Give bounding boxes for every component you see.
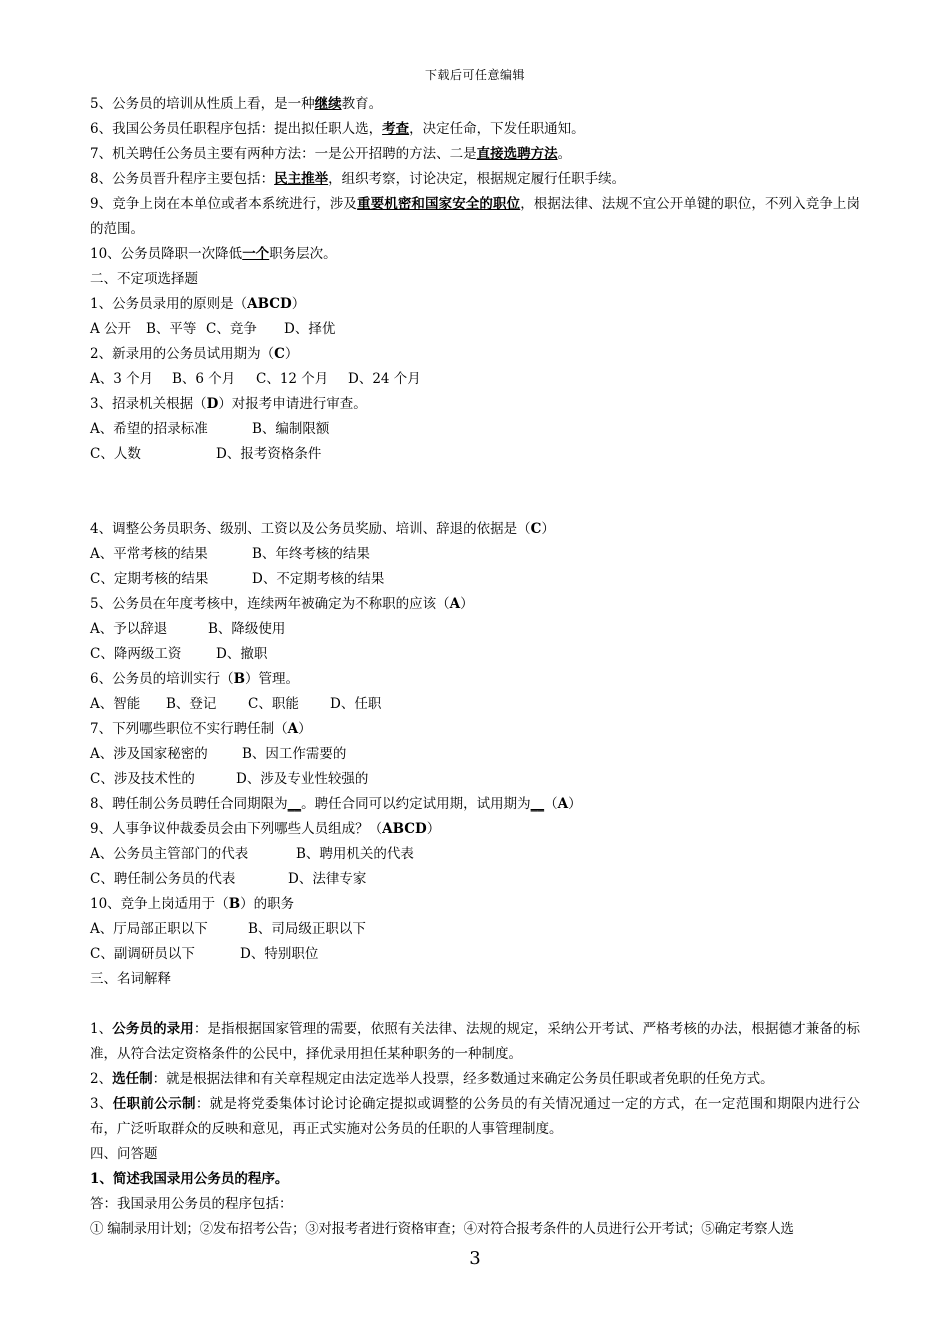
option-row — [90, 692, 860, 717]
question-text: ） — [284, 346, 299, 362]
answer-text: B — [228, 896, 241, 912]
question-text: 9、竞争上岗在本单位或者本系统进行，涉及 — [90, 196, 358, 212]
term-number: 3、 — [90, 1096, 113, 1112]
question-text: 。 — [557, 146, 572, 162]
question-text: 教育。 — [341, 96, 383, 112]
option: C、聘任制公务员的代表 — [90, 871, 236, 887]
question-text: 职务层次。 — [269, 246, 337, 262]
term: 选任制 — [112, 1071, 153, 1087]
option: A 公开 — [90, 321, 132, 337]
question-text: 10、竞争上岗适用于（ — [90, 896, 229, 912]
choice-question — [90, 792, 860, 817]
blank: __ — [287, 796, 302, 812]
definition-text: ：就是根据法律和有关章程规定由法定选举人投票，经多数通过来确定公务员任职或者免职的任免方式。 — [152, 1071, 774, 1087]
term: 公务员的录用 — [112, 1021, 194, 1037]
term-definition — [90, 1092, 860, 1142]
answer-text: A — [449, 596, 461, 612]
page-number: 3 — [469, 1248, 481, 1269]
definition-text: ：是指根据国家管理的需要，依照有关法律、法规的规定，采纳公开考试、严格考核的办法，根据德才兼备的标准，从符合法定资格条件的公民中，择优录用担任某种职务的一种制度。 — [90, 1021, 861, 1062]
choice-question — [90, 342, 860, 367]
question-text: ） — [298, 721, 312, 737]
option: D、报考资格条件 — [216, 446, 322, 462]
question-text: ，决定任命，下发任职通知。 — [409, 121, 585, 137]
option: B、司局级正职以下 — [248, 921, 366, 937]
answer-text: A — [287, 721, 299, 737]
answer-text: A — [557, 796, 569, 812]
qa-answer-line: ① 编制录用计划；②发布招考公告；③对报考者进行资格审查；④对符合报考条件的人员进行公开考试；⑤确定考察人选 — [90, 1221, 794, 1237]
term-definition — [90, 1067, 860, 1092]
question-text: ，组织考察，讨论决定，根据规定履行任职手续。 — [328, 171, 626, 187]
option: D、涉及专业性较强的 — [236, 771, 369, 787]
option: B、聘用机关的代表 — [296, 846, 414, 862]
option-row — [90, 942, 860, 967]
choice-question — [90, 717, 860, 742]
option: B、6 个月 — [172, 371, 236, 387]
answer-text: ABCD — [382, 821, 427, 837]
option: B、平等 — [146, 321, 197, 337]
question-text: 7、机关聘任公务员主要有两种方法：一是公开招聘的方法、二是 — [90, 146, 477, 162]
question-text: 2、新录用的公务员试用期为（ — [90, 346, 275, 362]
answer-text: 重要机密和国家安全的职位 — [357, 196, 521, 212]
question-text: 8、公务员晋升程序主要包括： — [90, 171, 275, 187]
question-text: 6、公务员的培训实行（ — [90, 671, 234, 687]
question-text: 5、公务员的培训从性质上看，是一种 — [90, 96, 315, 112]
option-row — [90, 842, 860, 867]
option: C、竞争 — [206, 321, 257, 337]
section-title: 二、不定项选择题 — [90, 271, 198, 287]
answer-text: D — [206, 396, 219, 412]
answer-text: C — [530, 521, 542, 537]
question-text: ）的职务 — [240, 896, 295, 912]
answer-text: 考查 — [382, 121, 410, 137]
option-row — [90, 742, 860, 767]
question-text: 5、公务员在年度考核中，连续两年被确定为不称职的应该（ — [90, 596, 450, 612]
fill-blank-item — [90, 242, 860, 267]
option: A、3 个月 — [90, 371, 154, 387]
option: C、12 个月 — [256, 371, 329, 387]
option: A、平常考核的结果 — [90, 546, 208, 562]
question-text: ） — [426, 821, 441, 837]
choice-question — [90, 292, 860, 317]
option: D、特别职位 — [240, 946, 319, 962]
question-text: ） — [460, 596, 474, 612]
option-row — [90, 642, 860, 667]
qa-answer-intro: 答：我国录用公务员的程序包括： — [90, 1196, 293, 1212]
page-header: 下载后可任意编辑 — [424, 68, 525, 82]
question-text: （ — [544, 796, 558, 812]
option: C、涉及技术性的 — [90, 771, 195, 787]
option-row — [90, 367, 860, 392]
option: A、予以辞退 — [90, 621, 168, 637]
question-text: ）管理。 — [245, 671, 300, 687]
fill-blank-item — [90, 167, 860, 192]
option: D、不定期考核的结果 — [252, 571, 385, 587]
option: B、登记 — [166, 696, 217, 712]
option: A、涉及国家秘密的 — [90, 746, 208, 762]
answer-text: 民主推举 — [274, 171, 329, 187]
question-text: 10、公务员降职一次降低 — [90, 246, 243, 262]
question-text: 。聘任合同可以约定试用期，试用期为 — [301, 796, 531, 812]
question-text: ）对报考申请进行审查。 — [218, 396, 367, 412]
qa-question: 1、简述我国录用公务员的程序。 — [90, 1171, 289, 1187]
option: B、编制限额 — [252, 421, 330, 437]
option: D、任职 — [330, 696, 382, 712]
definition-text: ：就是将党委集体讨论讨论确定提拟或调整的公务员的有关情况通过一定的方式，在一定范围和期限内进行公布，广泛听取群众的反映和意见，再正式实施对公务员的任职的人事管理制度。 — [90, 1096, 860, 1137]
option-row — [90, 917, 860, 942]
option: D、法律专家 — [288, 871, 367, 887]
choice-question — [90, 392, 860, 417]
question-text: 4、调整公务员职务、级别、工资以及公务员奖励、培训、辞退的依据是（ — [90, 521, 531, 537]
question-text: ） — [291, 296, 306, 312]
option-row — [90, 567, 860, 592]
choice-question — [90, 667, 860, 692]
fill-blank-item — [90, 142, 860, 167]
option: C、降两级工资 — [90, 646, 182, 662]
option: B、降级使用 — [208, 621, 286, 637]
fill-blank-item — [90, 92, 860, 117]
answer-text: ABCD — [247, 296, 292, 312]
option: B、年终考核的结果 — [252, 546, 370, 562]
term: 任职前公示制 — [112, 1096, 196, 1112]
option: B、因工作需要的 — [242, 746, 347, 762]
option-row — [90, 767, 860, 792]
choice-question — [90, 592, 860, 617]
option-row — [90, 867, 860, 892]
option-row — [90, 417, 860, 442]
option: D、撤职 — [216, 646, 268, 662]
question-text: 3、招录机关根据（ — [90, 396, 207, 412]
option: C、副调研员以下 — [90, 946, 195, 962]
question-text: 6、我国公务员任职程序包括：提出拟任职人选， — [90, 121, 383, 137]
option-row — [90, 317, 860, 342]
answer-text: 直接选聘方法 — [476, 146, 558, 162]
option-row — [90, 542, 860, 567]
spacer — [90, 467, 860, 517]
answer-text: B — [233, 671, 246, 687]
question-text: 7、下列哪些职位不实行聘任制（ — [90, 721, 288, 737]
option: A、厅局部正职以下 — [90, 921, 208, 937]
question-text: 8、聘任制公务员聘任合同期限为 — [90, 796, 288, 812]
option: D、择优 — [284, 321, 336, 337]
document-body — [90, 92, 860, 1242]
option: D、24 个月 — [348, 371, 421, 387]
term-definition — [90, 1017, 860, 1067]
answer-text: 继续 — [314, 96, 342, 112]
section-title: 三、名词解释 — [90, 971, 171, 987]
blank: __ — [530, 796, 545, 812]
term-number: 1、 — [90, 1021, 113, 1037]
section-title: 四、问答题 — [90, 1146, 158, 1162]
option: C、人数 — [90, 446, 141, 462]
option: A、公务员主管部门的代表 — [90, 846, 249, 862]
question-text: 1、公务员录用的原则是（ — [90, 296, 248, 312]
choice-question — [90, 892, 860, 917]
option: A、智能 — [90, 696, 141, 712]
fill-blank-item — [90, 117, 860, 142]
answer-text: 一个 — [242, 246, 270, 262]
choice-question — [90, 517, 860, 542]
term-number: 2、 — [90, 1071, 113, 1087]
option-row — [90, 617, 860, 642]
option: C、定期考核的结果 — [90, 571, 209, 587]
question-text: ） — [541, 521, 555, 537]
spacer — [90, 992, 860, 1017]
question-text: ） — [568, 796, 582, 812]
choice-question — [90, 817, 860, 842]
answer-text: C — [274, 346, 285, 362]
fill-blank-item — [90, 192, 860, 242]
option: A、希望的招录标准 — [90, 421, 208, 437]
option-row — [90, 442, 860, 467]
question-text: 9、人事争议仲裁委员会由下列哪些人员组成？（ — [90, 821, 383, 837]
question-text: ，根据法律、法规不宜公开单键的职位，不列入竞争上岗的范围。 — [90, 196, 861, 237]
option: C、职能 — [248, 696, 299, 712]
